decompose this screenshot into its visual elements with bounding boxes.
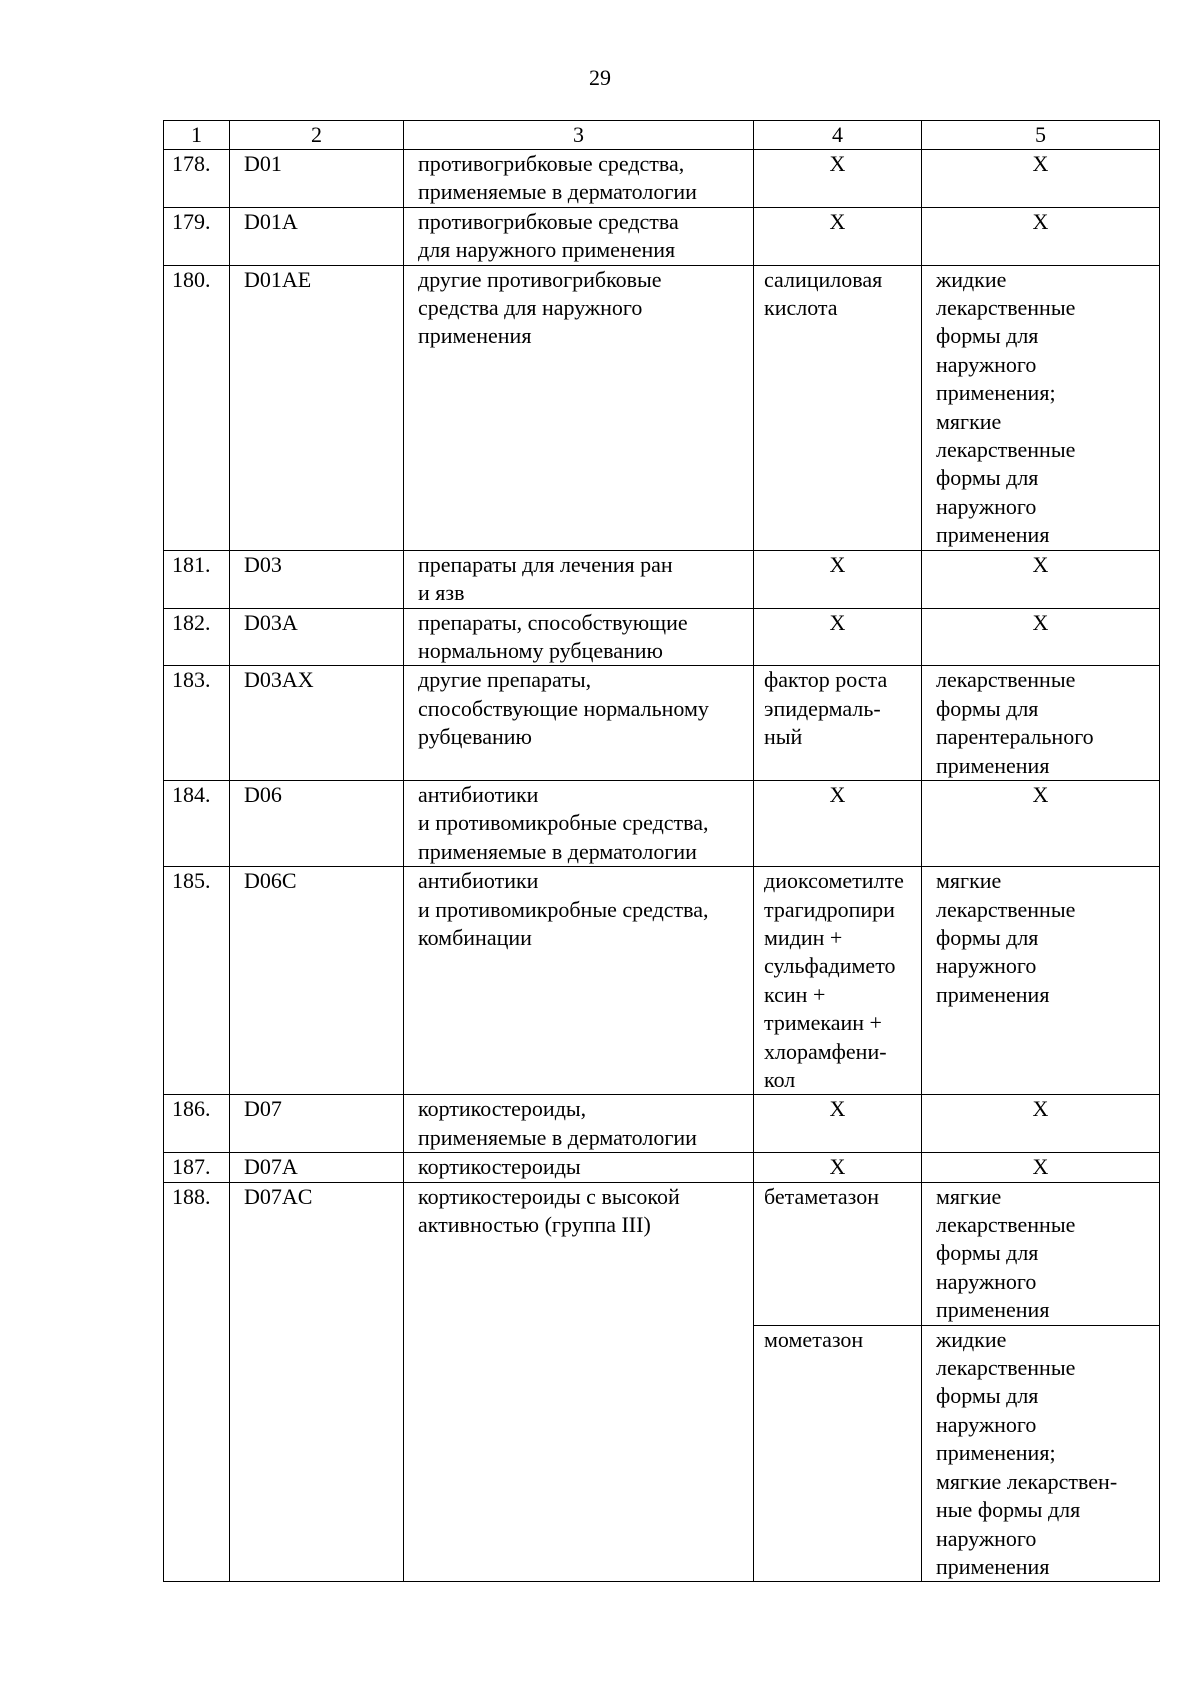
table-row — [164, 1182, 1160, 1325]
atc-code: D01AE — [230, 265, 404, 550]
drug-name — [754, 780, 922, 866]
drug-name-line: тримекаин + — [764, 1010, 882, 1036]
medication-table — [163, 120, 1160, 1582]
drug-name-line: мометазон — [764, 1326, 864, 1352]
row-number: 185. — [164, 867, 230, 1095]
atc-code: D06 — [230, 780, 404, 866]
dosage-form-line: Х — [1032, 208, 1049, 234]
pharmacological-group — [404, 1153, 754, 1182]
header-col-1: 1 — [164, 121, 230, 150]
pharmacological-group-line: комбинации — [418, 924, 532, 950]
pharmacological-group — [404, 780, 754, 866]
atc-code: D03A — [230, 608, 404, 666]
pharmacological-group-line: средства для наружного — [418, 295, 643, 321]
dosage-form-line: применения; — [936, 380, 1056, 406]
row-number: 178. — [164, 150, 230, 208]
atc-code: D01A — [230, 207, 404, 265]
dosage-form-line: наружного — [936, 493, 1037, 519]
dosage-form-line: мягкие лекарствен- — [936, 1468, 1118, 1494]
pharmacological-group-line: активностью (группа III) — [418, 1212, 651, 1238]
dosage-form — [922, 207, 1160, 265]
row-number: 187. — [164, 1153, 230, 1182]
table-row — [164, 780, 1160, 866]
dosage-form — [922, 550, 1160, 608]
pharmacological-group-line: противогрибковые средства, — [418, 151, 685, 176]
pharmacological-group — [404, 150, 754, 208]
dosage-form — [922, 1182, 1160, 1325]
dosage-form-line: Х — [1032, 1096, 1049, 1122]
dosage-form — [922, 1325, 1160, 1582]
drug-name-line: мидин + — [764, 924, 843, 950]
table-row — [164, 1153, 1160, 1182]
pharmacological-group-line: антибиотики — [418, 781, 539, 807]
pharmacological-group-line: нормальному рубцеванию — [418, 637, 663, 663]
drug-name — [754, 1153, 922, 1182]
dosage-form-line: Х — [1032, 151, 1049, 176]
drug-name-line: бетаметазон — [764, 1183, 879, 1209]
pharmacological-group-line: способствующие нормальному — [418, 695, 709, 721]
dosage-form-line: Х — [1032, 551, 1049, 577]
drug-name-line: Х — [829, 208, 846, 234]
dosage-form-line: применения — [936, 1297, 1050, 1323]
drug-name — [754, 150, 922, 208]
dosage-form — [922, 608, 1160, 666]
drug-name — [754, 1325, 922, 1582]
pharmacological-group-line: и язв — [418, 580, 465, 606]
dosage-form-line: мягкие — [936, 408, 1002, 434]
dosage-form — [922, 1095, 1160, 1153]
dosage-form-line: наружного — [936, 1411, 1037, 1437]
dosage-form-line: формы для — [936, 323, 1039, 349]
table-row — [164, 265, 1160, 550]
table-row — [164, 608, 1160, 666]
dosage-form-line: лекарственные — [936, 295, 1076, 321]
drug-name-line: кислота — [764, 295, 838, 321]
pharmacological-group-line: и противомикробные средства, — [418, 810, 709, 836]
drug-name-line: трагидропири — [764, 896, 895, 922]
row-number: 183. — [164, 666, 230, 781]
dosage-form — [922, 666, 1160, 781]
header-col-2: 2 — [230, 121, 404, 150]
pharmacological-group-line: препараты, способствующие — [418, 609, 688, 635]
drug-name — [754, 1095, 922, 1153]
header-row — [164, 121, 1160, 150]
dosage-form-line: формы для — [936, 695, 1039, 721]
dosage-form-line: мягкие — [936, 1183, 1002, 1209]
table-row — [164, 1095, 1160, 1153]
drug-name-line: сульфадимето — [764, 953, 896, 979]
header-col-5: 5 — [922, 121, 1160, 150]
pharmacological-group-line: рубцеванию — [418, 724, 532, 750]
dosage-form-line: Х — [1032, 609, 1049, 635]
pharmacological-group — [404, 666, 754, 781]
pharmacological-group-line: противогрибковые средства — [418, 208, 679, 234]
table-row — [164, 207, 1160, 265]
row-number: 186. — [164, 1095, 230, 1153]
drug-name — [754, 207, 922, 265]
dosage-form — [922, 1153, 1160, 1182]
dosage-form-line: наружного — [936, 953, 1037, 979]
dosage-form-line: ные формы для — [936, 1497, 1081, 1523]
atc-code: D03 — [230, 550, 404, 608]
drug-name-line: Х — [829, 1096, 846, 1122]
pharmacological-group-line: другие препараты, — [418, 667, 592, 693]
atc-code: D03AX — [230, 666, 404, 781]
dosage-form-line: наружного — [936, 351, 1037, 377]
pharmacological-group-line: кортикостероиды — [418, 1154, 581, 1180]
drug-name-line: кол — [764, 1067, 796, 1092]
dosage-form — [922, 867, 1160, 1095]
dosage-form — [922, 780, 1160, 866]
dosage-form-line: формы для — [936, 924, 1039, 950]
row-number: 188. — [164, 1182, 230, 1582]
drug-name-line: Х — [829, 151, 846, 176]
dosage-form-line: жидкие — [936, 266, 1007, 292]
drug-name — [754, 608, 922, 666]
dosage-form-line: наружного — [936, 1268, 1037, 1294]
dosage-form-line: Х — [1032, 1154, 1049, 1180]
dosage-form-line: формы для — [936, 1240, 1039, 1266]
dosage-form — [922, 265, 1160, 550]
pharmacological-group-line: для наружного применения — [418, 237, 676, 263]
pharmacological-group-line: и противомикробные средства, — [418, 896, 709, 922]
drug-name-line: Х — [829, 781, 846, 807]
dosage-form-line: применения; — [936, 1440, 1056, 1466]
table-row — [164, 150, 1160, 208]
dosage-form-line: применения — [936, 981, 1050, 1007]
table-header — [164, 121, 1160, 150]
pharmacological-group-line: применяемые в дерматологии — [418, 179, 697, 205]
pharmacological-group — [404, 1182, 754, 1582]
pharmacological-group-line: применения — [418, 323, 532, 349]
pharmacological-group-line: антибиотики — [418, 868, 539, 894]
row-number: 180. — [164, 265, 230, 550]
pharmacological-group-line: применяемые в дерматологии — [418, 1124, 697, 1150]
dosage-form-line: лекарственные — [936, 1212, 1076, 1238]
header-col-3: 3 — [404, 121, 754, 150]
table-body — [164, 150, 1160, 1582]
page-number: 29 — [589, 65, 611, 90]
row-number: 184. — [164, 780, 230, 866]
dosage-form-line: Х — [1032, 781, 1049, 807]
drug-name — [754, 550, 922, 608]
pharmacological-group-line: кортикостероиды, — [418, 1096, 587, 1122]
drug-name-line: Х — [829, 609, 846, 635]
atc-code: D07 — [230, 1095, 404, 1153]
dosage-form — [922, 150, 1160, 208]
atc-code: D01 — [230, 150, 404, 208]
dosage-form-line: применения — [936, 522, 1050, 548]
pharmacological-group-line: препараты для лечения ран — [418, 551, 673, 577]
dosage-form-line: лекарственные — [936, 1355, 1076, 1381]
drug-name — [754, 867, 922, 1095]
drug-name-line: ксин + — [764, 981, 826, 1007]
dosage-form-line: лекарственные — [936, 437, 1076, 463]
row-number: 181. — [164, 550, 230, 608]
drug-name-line: диоксометилте — [764, 868, 904, 894]
table-row — [164, 867, 1160, 1095]
drug-name-line: салициловая — [764, 266, 883, 292]
table-row — [164, 666, 1160, 781]
pharmacological-group — [404, 867, 754, 1095]
pharmacological-group-line: другие противогрибковые — [418, 266, 662, 292]
drug-name-line: хлорамфени- — [764, 1038, 887, 1064]
dosage-form-line: применения — [936, 1553, 1050, 1579]
pharmacological-group — [404, 265, 754, 550]
drug-name — [754, 265, 922, 550]
drug-name-line: ный — [764, 724, 803, 750]
dosage-form-line: лекарственные — [936, 667, 1076, 693]
atc-code: D07A — [230, 1153, 404, 1182]
dosage-form-line: жидкие — [936, 1326, 1007, 1352]
atc-code: D07AC — [230, 1182, 404, 1582]
drug-name — [754, 666, 922, 781]
drug-name-line: эпидермаль- — [764, 695, 881, 721]
dosage-form-line: применения — [936, 752, 1050, 778]
atc-code: D06C — [230, 867, 404, 1095]
pharmacological-group — [404, 608, 754, 666]
drug-name-line: Х — [829, 551, 846, 577]
table-row — [164, 550, 1160, 608]
row-number: 179. — [164, 207, 230, 265]
row-number: 182. — [164, 608, 230, 666]
drug-name-line: фактор роста — [764, 667, 888, 693]
dosage-form-line: наружного — [936, 1525, 1037, 1551]
pharmacological-group — [404, 1095, 754, 1153]
pharmacological-group — [404, 207, 754, 265]
dosage-form-line: парентерального — [936, 724, 1094, 750]
pharmacological-group-line: кортикостероиды с высокой — [418, 1183, 680, 1209]
dosage-form-line: мягкие — [936, 868, 1002, 894]
dosage-form-line: формы для — [936, 465, 1039, 491]
drug-name-line: Х — [829, 1154, 846, 1180]
dosage-form-line: формы для — [936, 1383, 1039, 1409]
dosage-form-line: лекарственные — [936, 896, 1076, 922]
drug-name — [754, 1182, 922, 1325]
pharmacological-group-line: применяемые в дерматологии — [418, 838, 697, 864]
pharmacological-group — [404, 550, 754, 608]
header-col-4: 4 — [754, 121, 922, 150]
